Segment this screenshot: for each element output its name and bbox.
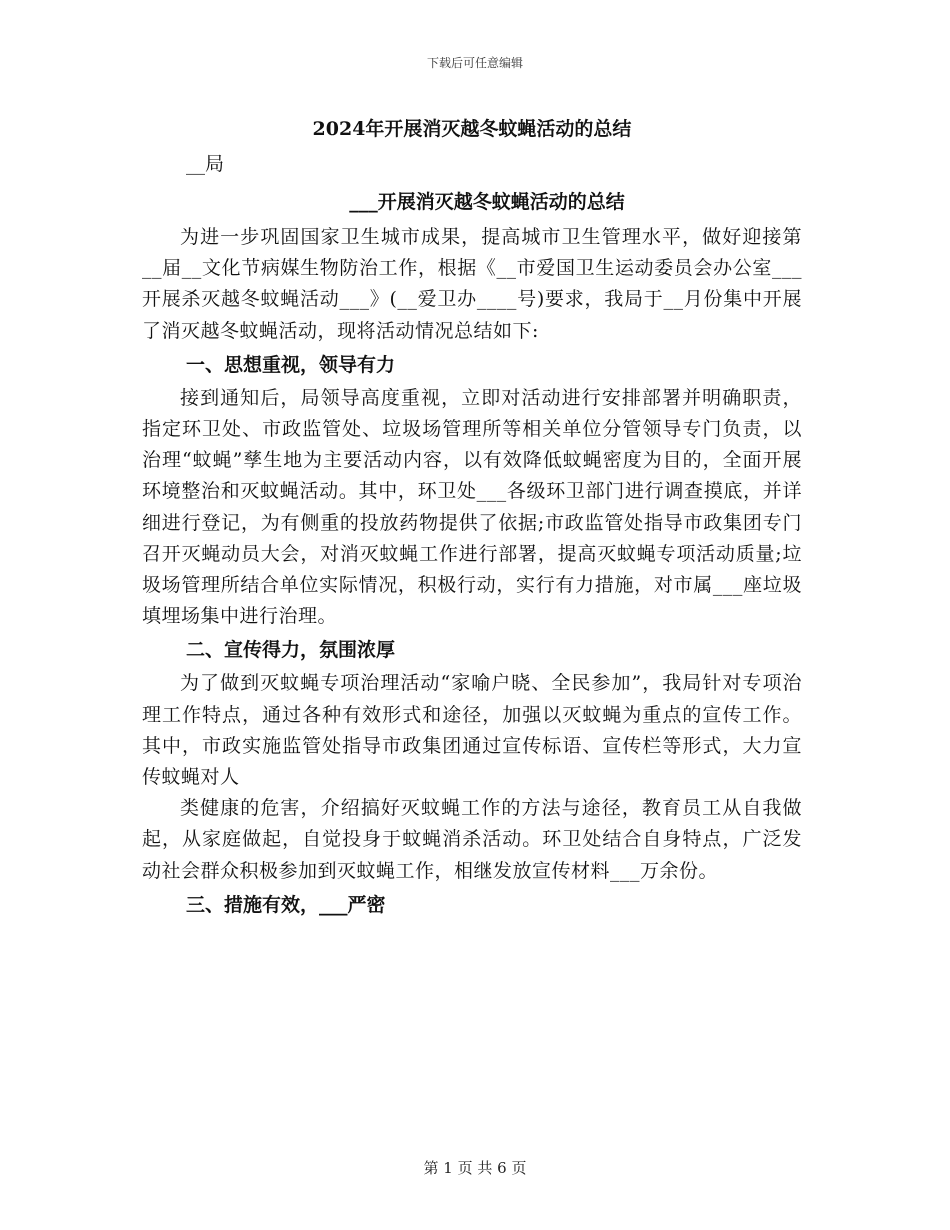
- page-number-footer: 第 1 页 共 6 页: [423, 1159, 527, 1177]
- document-subtitle: ___开展消灭越冬蚊蝇活动的总结: [349, 191, 625, 213]
- section-1-paragraph: 接到通知后，局领导高度重视，立即对活动进行安排部署并明确职责，指定环卫处、市政监管处、垃圾场管理所等相关单位分管领导专门负责，以治理“蚊蝇”孳生地为主要活动内容，以有效降低蚊蝇密度为目的，全面开展环境整治和灭蚊蝇活动。其中，环卫处___各级环卫部门进行调查摸底，并详细进行登记，为有侧重的投放药物提供了依据;市政监管处指导市政集团专门召开灭蝇动员大会，对消灭蚊蝇工作进行部署，提高灭蚊蝇专项活动质量;垃圾场管理所结合单位实际情况，积极行动，实行有力措施，对市属___座垃圾填埋场集中进行治理。: [142, 386, 802, 628]
- section-2-paragraph-2: 类健康的危害，介绍搞好灭蚊蝇工作的方法与途径，教育员工从自我做起，从家庭做起，自觉投身于蚊蝇消杀活动。环卫处结合自身特点，广泛发动社会群众积极参加到灭蚊蝇工作，相继发放宣传材料___万余份。: [142, 797, 802, 882]
- section-3-heading: 三、措施有效，___严密: [186, 893, 386, 916]
- document-title: 2024年开展消灭越冬蚊蝇活动的总结: [312, 118, 632, 140]
- issuer-line: __局: [186, 153, 225, 175]
- section-2-paragraph-1: 为了做到灭蚊蝇专项治理活动“家喻户晓、全民参加”，我局针对专项治理工作特点，通过各种有效形式和途径，加强以灭蚊蝇为重点的宣传工作。其中，市政实施监管处指导市政集团通过宣传标语、宣传栏等形式，大力宣传蚊蝇对人: [142, 672, 802, 789]
- document-body: [142, 112, 802, 923]
- intro-paragraph: 为进一步巩固国家卫生城市成果，提高城市卫生管理水平，做好迎接第__届__文化节病媒生物防治工作，根据《__市爱国卫生运动委员会办公室___开展杀灭越冬蚊蝇活动___》(__爱卫办____号)要求，我局于__月份集中开展了消灭越冬蚊蝇活动，现将活动情况总结如下:: [142, 226, 802, 342]
- section-2-heading: 二、宣传得力，氛围浓厚: [186, 639, 396, 662]
- section-1-heading: 一、思想重视，领导有力: [186, 353, 396, 376]
- header-note: 下载后可任意编辑: [426, 56, 523, 70]
